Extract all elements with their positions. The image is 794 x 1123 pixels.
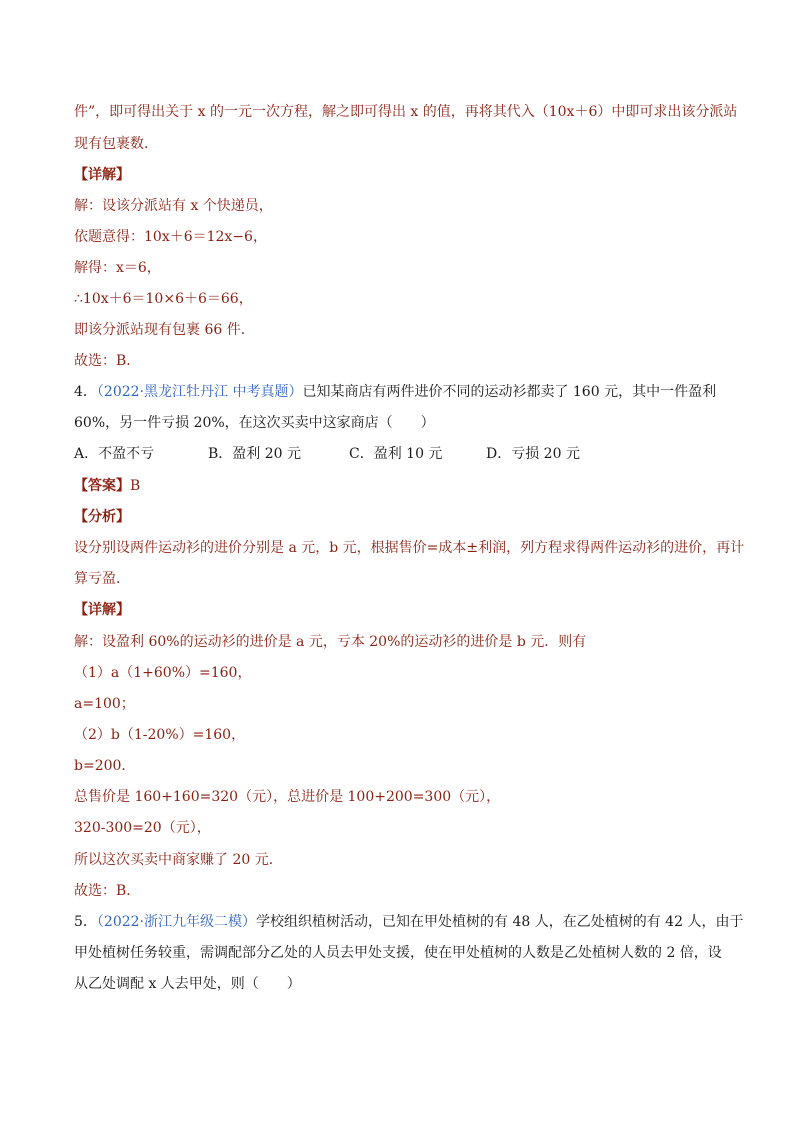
answer-line	[74, 476, 140, 496]
solution-step: 解：设该分派站有 x 个快递员，	[74, 198, 273, 214]
solution-step: b=200．	[74, 758, 136, 774]
question-number: 5．	[74, 914, 97, 930]
detail-tag: 【详解】	[74, 602, 130, 618]
question-5-stem	[74, 912, 743, 932]
option-a: A．不盈不亏	[74, 446, 155, 462]
analysis-line: 算亏盈．	[74, 571, 130, 587]
question-4-stem-cont: 60%，另一件亏损 20%，在这次买卖中这家商店（ ）	[74, 415, 435, 431]
answer-tag: 【答案】	[74, 478, 130, 494]
question-text: 已知某商店有两件进价不同的运动衫都卖了 160 元，其中一件盈利	[302, 384, 717, 400]
solution-step: 总售价是 160+160=320（元），总进价是 100+200=300（元），	[74, 789, 501, 805]
analysis-tag: 【分析】	[74, 509, 130, 525]
solution-step: 故选：B．	[74, 353, 141, 369]
solution-step: 320-300=20（元），	[74, 820, 211, 836]
solution-step: 所以这次买卖中商家赚了 20 元．	[74, 852, 283, 868]
solution-step: 依题意得：10x＋6＝12x−6，	[74, 229, 267, 245]
question-source: （2022·黑龙江牡丹江 中考真题）	[96, 384, 303, 400]
analysis-line: 设分别设两件运动衫的进价分别是 a 元，b 元，根据售价=成本±利润，列方程求得两件运动衫的进价，再计	[74, 540, 745, 556]
question-4-stem	[74, 382, 716, 402]
analysis-line: 现有包裹数．	[74, 136, 158, 152]
analysis-line: 件”，即可得出关于 x 的一元一次方程，解之即可得出 x 的值，再将其代入（10x＋6）中即可求出该分派站	[74, 104, 738, 120]
solution-step: 故选：B．	[74, 883, 141, 899]
solution-step: a=100；	[74, 696, 135, 712]
solution-step: 解得：x＝6，	[74, 260, 161, 276]
solution-step: （1）a（1+60%）=160，	[74, 665, 252, 681]
option-d: D．亏损 20 元	[486, 446, 580, 462]
option-b: B．盈利 20 元	[208, 446, 302, 462]
answer-value: B	[130, 478, 141, 494]
question-5-stem-cont: 甲处植树任务较重，需调配部分乙处的人员去甲处支援，使在甲处植树的人数是乙处植树人数的 2 倍，设	[74, 945, 722, 961]
solution-step: ∴10x＋6＝10×6＋6＝66，	[74, 291, 253, 307]
detail-tag: 【详解】	[74, 167, 130, 183]
question-number: 4．	[74, 384, 97, 400]
question-5-stem-cont: 从乙处调配 x 人去甲处，则（ ）	[74, 976, 301, 992]
question-source: （2022·浙江九年级二模）	[96, 914, 257, 930]
question-text: 学校组织植树活动，已知在甲处植树的有 48 人，在乙处植树的有 42 人，由于	[256, 914, 744, 930]
solution-step: 即该分派站现有包裹 66 件．	[74, 322, 255, 338]
question-4-options	[74, 444, 634, 464]
option-c: C．盈利 10 元	[349, 446, 443, 462]
solution-step: 解：设盈利 60%的运动衫的进价是 a 元，亏本 20%的运动衫的进价是 b 元．则有	[74, 634, 587, 650]
solution-step: （2）b（1-20%）=160，	[74, 727, 246, 743]
